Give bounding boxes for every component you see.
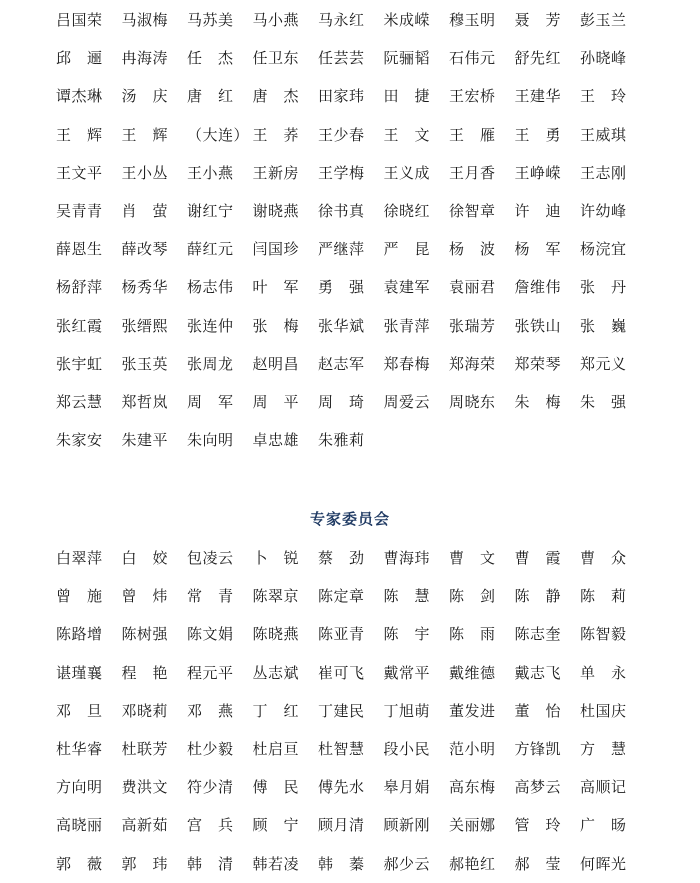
member-name: 常 青 <box>187 587 234 606</box>
member-name: 杨志伟 <box>187 278 234 297</box>
member-name: 叶 军 <box>252 278 300 297</box>
member-name: 王 文 <box>383 125 431 144</box>
member-name: 韩 蓁 <box>318 854 365 873</box>
member-name: 朱 梅 <box>514 392 562 411</box>
member-name: 邓 燕 <box>187 701 234 720</box>
member-name: 赵明昌 <box>252 354 300 373</box>
member-name: 张瑞芳 <box>449 316 496 335</box>
member-name: 董发进 <box>449 701 496 720</box>
member-name: 程 艳 <box>121 663 169 682</box>
member-name: 周 平 <box>252 392 300 411</box>
member-name: 陈 静 <box>514 587 562 606</box>
member-name: 马小燕 <box>252 11 300 29</box>
member-name: 张铁山 <box>514 316 562 335</box>
member-name: 邓 旦 <box>56 701 103 720</box>
member-name: 周爱云 <box>383 392 431 411</box>
member-name: 徐晓红 <box>383 201 431 220</box>
member-name: 薛改琴 <box>121 240 169 259</box>
member-name: 陈翠京 <box>252 587 300 606</box>
member-name: 肖 萤 <box>121 201 169 220</box>
member-name: 杨 军 <box>514 240 562 259</box>
member-name: 米成嵘 <box>383 11 431 29</box>
member-name: 张华斌 <box>318 316 365 335</box>
member-name: 张青萍 <box>383 316 431 335</box>
member-name: 陈 雨 <box>449 625 496 644</box>
member-name: 张玉英 <box>121 354 169 373</box>
member-name: 王宏桥 <box>449 87 496 106</box>
member-name: 郑元义 <box>580 354 627 373</box>
member-name: 闫国珍 <box>252 240 300 259</box>
member-name: 曾 炜 <box>121 587 169 606</box>
member-name: 方向明 <box>56 778 103 797</box>
member-name: 陈 慧 <box>383 587 431 606</box>
member-name: 谌瑾襄 <box>56 663 103 682</box>
member-name: 陈树强 <box>121 625 169 644</box>
member-name: 王 辉 <box>121 125 169 144</box>
member-name: 高晓丽 <box>56 816 103 835</box>
member-name: 谢晓燕 <box>252 201 300 220</box>
member-name: 郑春梅 <box>383 354 431 373</box>
member-name: 唐 杰 <box>252 87 300 106</box>
member-name: 袁丽君 <box>449 278 496 297</box>
member-name: 张 丹 <box>580 278 627 297</box>
member-name: 杨舒萍 <box>56 278 103 297</box>
member-name: 顾 宁 <box>252 816 300 835</box>
member-name: （大连） <box>187 125 250 144</box>
member-name: 王新房 <box>252 163 300 182</box>
member-name: 范小明 <box>449 739 496 758</box>
member-name: 许 迪 <box>514 201 562 220</box>
name-list-top <box>56 1 646 459</box>
member-name: 陈 剑 <box>449 587 496 606</box>
member-name: 陈 宇 <box>383 625 431 644</box>
member-name: 任 杰 <box>187 49 234 68</box>
member-name: 张缙熙 <box>121 316 169 335</box>
member-name: 徐智章 <box>449 201 496 220</box>
member-name: 陈定章 <box>318 587 365 606</box>
name-list-expert-committee <box>56 539 646 883</box>
member-name: 曹海玮 <box>383 549 431 567</box>
member-name: 王小丛 <box>121 163 169 182</box>
member-name: 韩若凌 <box>252 854 300 873</box>
member-name: 傅先水 <box>318 778 365 797</box>
member-name: 白翠萍 <box>56 549 103 567</box>
member-name: 张红霞 <box>56 316 103 335</box>
member-name: 杨 波 <box>449 240 496 259</box>
member-name: 郭 薇 <box>56 854 103 873</box>
member-name: 王 玲 <box>580 87 627 106</box>
member-name: 穆玉明 <box>449 11 496 29</box>
member-name: 戴志飞 <box>514 663 562 682</box>
member-name: 王少春 <box>318 125 365 144</box>
member-name: 顾月清 <box>318 816 365 835</box>
member-name: 田家玮 <box>318 87 365 106</box>
member-name: 马淑梅 <box>121 11 169 29</box>
member-name: 曹 众 <box>580 549 627 567</box>
member-name: 郑哲岚 <box>121 392 169 411</box>
member-name: 马苏美 <box>187 11 234 29</box>
member-name: 任卫东 <box>252 49 300 68</box>
member-name: 高梦云 <box>514 778 562 797</box>
member-name: 丛志斌 <box>252 663 300 682</box>
member-name: 费洪文 <box>121 778 169 797</box>
member-name: 陈亚青 <box>318 625 365 644</box>
member-name: 丁旭萌 <box>383 701 431 720</box>
member-name: 冉海涛 <box>121 49 169 68</box>
member-name: 张连仲 <box>187 316 234 335</box>
member-name: 高顺记 <box>580 778 627 797</box>
member-name: 朱 强 <box>580 392 627 411</box>
member-name: 杜联芳 <box>121 739 169 758</box>
member-name: 吴青青 <box>56 201 103 220</box>
member-name: 王志刚 <box>580 163 627 182</box>
member-name: 傅 民 <box>252 778 300 797</box>
member-name: 卜 锐 <box>252 549 300 567</box>
member-name: 陈志奎 <box>514 625 562 644</box>
member-name: 王月香 <box>449 163 496 182</box>
member-name: 单 永 <box>580 663 627 682</box>
member-name: 袁建军 <box>383 278 431 297</box>
member-name: 戴常平 <box>383 663 431 682</box>
member-name: 彭玉兰 <box>580 11 627 29</box>
member-name: 严继萍 <box>318 240 365 259</box>
member-name: 王 荞 <box>252 125 300 144</box>
member-name: 丁 红 <box>252 701 300 720</box>
member-name: 关丽娜 <box>449 816 496 835</box>
member-name: 王小燕 <box>187 163 234 182</box>
member-name: 戴维德 <box>449 663 496 682</box>
member-name: 谢红宁 <box>187 201 234 220</box>
member-name: 杜启亘 <box>252 739 300 758</box>
member-name: 王学梅 <box>318 163 365 182</box>
member-name: 陈 莉 <box>580 587 627 606</box>
member-name: 汤 庆 <box>121 87 169 106</box>
member-name: 孙晓峰 <box>580 49 627 68</box>
member-name: 曹 霞 <box>514 549 562 567</box>
member-name: 杜少毅 <box>187 739 234 758</box>
member-name: 朱建平 <box>121 431 169 450</box>
member-name: 王 辉 <box>56 125 103 144</box>
member-name: 周 军 <box>187 392 234 411</box>
member-name: 徐书真 <box>318 201 365 220</box>
member-name: 曹 文 <box>449 549 496 567</box>
member-name: 方 慧 <box>580 739 627 758</box>
member-name: 段小民 <box>383 739 431 758</box>
member-name: 吕国荣 <box>56 11 103 29</box>
member-name: 邓晓莉 <box>121 701 169 720</box>
member-name: 杜华睿 <box>56 739 103 758</box>
member-name: 郭 玮 <box>121 854 169 873</box>
member-name: 董 怡 <box>514 701 562 720</box>
member-name: 郑海荣 <box>449 354 496 373</box>
member-name: 勇 强 <box>318 278 365 297</box>
member-name: 王 勇 <box>514 125 562 144</box>
member-name: 张周龙 <box>187 354 234 373</box>
member-name: 张宇虹 <box>56 354 103 373</box>
member-name: 郝少云 <box>383 854 431 873</box>
member-name: 张 梅 <box>252 316 300 335</box>
member-name: 严 昆 <box>383 240 431 259</box>
member-name: 广 旸 <box>580 816 627 835</box>
member-name: 杨浣宜 <box>580 240 627 259</box>
member-name: 陈晓燕 <box>252 625 300 644</box>
member-name: 赵志军 <box>318 354 365 373</box>
member-name: 陈文娟 <box>187 625 234 644</box>
member-name: 王峥嵘 <box>514 163 562 182</box>
member-name: 朱向明 <box>187 431 234 450</box>
member-name: 王 雁 <box>449 125 496 144</box>
member-name: 许幼峰 <box>580 201 627 220</box>
member-name: 王义成 <box>383 163 431 182</box>
member-name: 郝艳红 <box>449 854 496 873</box>
member-name: 方锋凯 <box>514 739 562 758</box>
member-name: 舒先红 <box>514 49 562 68</box>
member-name: 石伟元 <box>449 49 496 68</box>
member-name: 郑荣琴 <box>514 354 562 373</box>
member-name: 包凌云 <box>187 549 234 567</box>
member-name: 高东梅 <box>449 778 496 797</box>
member-name: 周晓东 <box>449 392 496 411</box>
member-name: 任芸芸 <box>318 49 365 68</box>
member-name: 白 姣 <box>121 549 169 567</box>
member-name: 朱家安 <box>56 431 103 450</box>
member-name: 丁建民 <box>318 701 365 720</box>
member-name: 谭杰琳 <box>56 87 103 106</box>
member-name: 王建华 <box>514 87 562 106</box>
member-name: 薛红元 <box>187 240 234 259</box>
member-name: 周 琦 <box>318 392 365 411</box>
member-name: 郑云慧 <box>56 392 103 411</box>
member-name: 曾 施 <box>56 587 103 606</box>
member-name: 皋月娟 <box>383 778 431 797</box>
member-name: 聂 芳 <box>514 11 562 29</box>
member-name: 崔可飞 <box>318 663 365 682</box>
member-name: 何晖光 <box>580 854 627 873</box>
member-name: 程元平 <box>187 663 234 682</box>
member-name: 张 巍 <box>580 316 627 335</box>
member-name: 邱 逦 <box>56 49 103 68</box>
member-name: 薛恩生 <box>56 240 103 259</box>
member-name: 杜国庆 <box>580 701 627 720</box>
member-name: 宫 兵 <box>187 816 234 835</box>
member-name: 陈智毅 <box>580 625 627 644</box>
member-name: 顾新刚 <box>383 816 431 835</box>
member-name: 陈路增 <box>56 625 103 644</box>
section-heading-expert-committee: 专家委员会 <box>309 510 390 528</box>
member-name: 符少清 <box>187 778 234 797</box>
member-name: 韩 清 <box>187 854 234 873</box>
member-name: 杨秀华 <box>121 278 169 297</box>
member-name: 杜智慧 <box>318 739 365 758</box>
member-name: 马永红 <box>318 11 365 29</box>
member-name: 卓忠雄 <box>252 431 300 450</box>
member-name: 管 玲 <box>514 816 562 835</box>
member-name: 朱雅莉 <box>318 431 365 450</box>
member-name: 阮骊韬 <box>383 49 431 68</box>
member-name: 唐 红 <box>187 87 234 106</box>
member-name: 王威琪 <box>580 125 627 144</box>
member-name: 詹维伟 <box>514 278 562 297</box>
member-name: 田 捷 <box>383 87 431 106</box>
member-name: 郝 莹 <box>514 854 562 873</box>
member-name: 高新茹 <box>121 816 169 835</box>
member-name: 蔡 劲 <box>318 549 365 567</box>
member-name: 王文平 <box>56 163 103 182</box>
